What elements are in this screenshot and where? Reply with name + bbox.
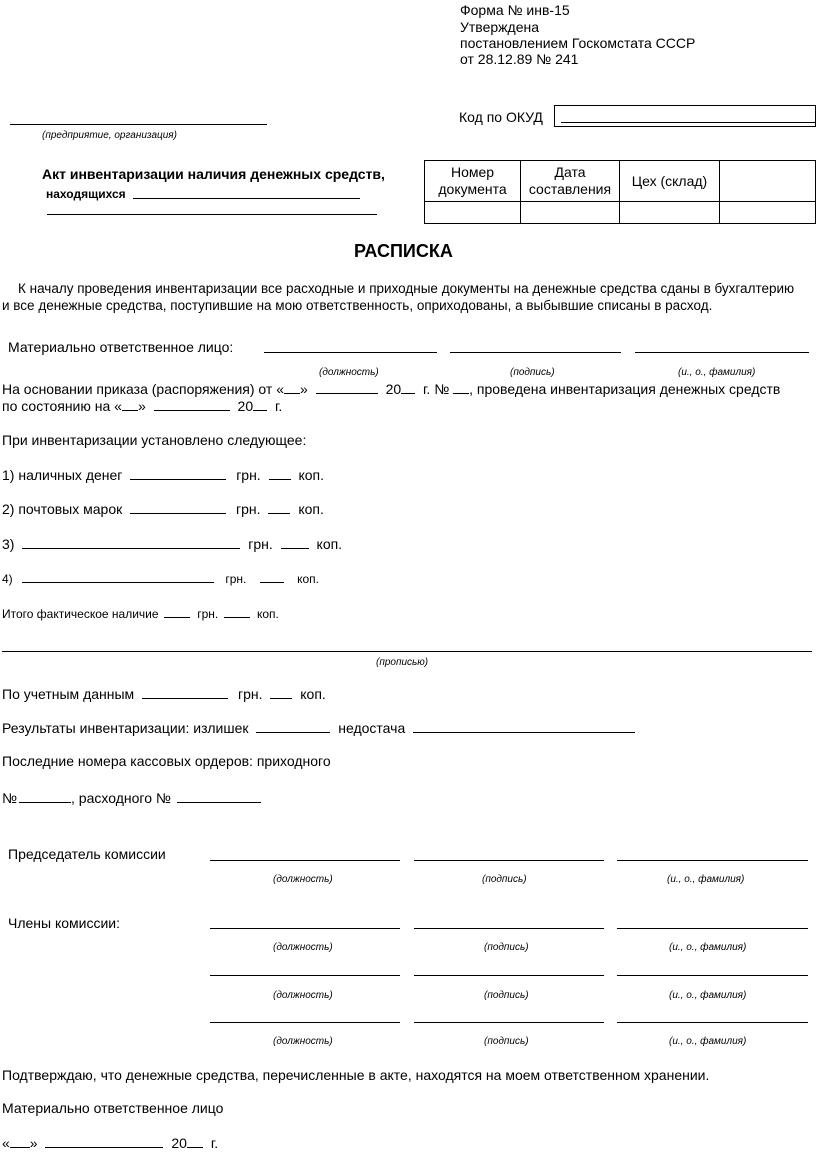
item4-field[interactable]: [22, 569, 214, 583]
doc-number-cell[interactable]: [425, 202, 521, 224]
income-order-field[interactable]: [19, 789, 71, 803]
chairman-name-field[interactable]: [617, 860, 808, 861]
receipt-text-line1: К началу проведения инвентаризации все расходные и приходные документы на денежные средства сданы в бухгалтерию: [18, 281, 795, 296]
chairman-position-field[interactable]: [210, 860, 400, 861]
act-location-field[interactable]: [133, 198, 360, 199]
confirmation-text: Подтверждаю, что денежные средства, перечисленные в акте, находятся на моем ответственном хранении.: [2, 1067, 710, 1083]
member3-signature-caption: (подпись): [484, 1036, 529, 1047]
state-day-field[interactable]: [122, 397, 138, 411]
okud-code-field[interactable]: [554, 105, 816, 127]
accounting-kop-field[interactable]: [270, 685, 292, 699]
okud-label: Код по ОКУД: [459, 109, 543, 125]
members-label: Члены комиссии:: [8, 915, 121, 931]
member1-position-caption: (должность): [273, 942, 333, 953]
decree-date: от 28.12.89 № 241: [460, 51, 579, 67]
expense-order-field[interactable]: [177, 789, 261, 803]
shortage-field[interactable]: [413, 719, 635, 733]
organization-caption: (предприятие, организация): [42, 130, 177, 141]
approved-label: Утверждена: [460, 19, 539, 35]
shop-header: Цех (склад): [620, 161, 720, 202]
receipt-title: РАСПИСКА: [354, 241, 453, 261]
chairman-name-caption: (и., о., фамилия): [667, 874, 745, 885]
mol-label: Материально ответственное лицо:: [8, 339, 234, 355]
extra-header-cell: [720, 161, 816, 202]
chairman-signature-field[interactable]: [414, 860, 604, 861]
member3-name-field[interactable]: [617, 1022, 808, 1023]
total-row: Итого фактическое наличие грн. коп.: [2, 604, 279, 623]
mol-name-field[interactable]: [635, 352, 809, 353]
state-month-field[interactable]: [154, 397, 230, 411]
doc-date-cell[interactable]: [521, 202, 620, 224]
chairman-position-caption: (должность): [273, 874, 333, 885]
member2-position-field[interactable]: [210, 975, 400, 976]
order-year-field[interactable]: [401, 380, 415, 394]
member3-position-caption: (должность): [273, 1036, 333, 1047]
member2-name-caption: (и., о., фамилия): [669, 990, 747, 1001]
results-row: Результаты инвентаризации: излишек недостача: [2, 719, 635, 737]
footer-date-row: « » 20 г.: [2, 1135, 219, 1151]
member1-signature-caption: (подпись): [484, 942, 529, 953]
order-line-2: по состоянию на « » 20 г.: [2, 398, 283, 414]
receipt-text-line2: и все денежные средства, поступившие на мою ответственность, оприходованы, а выбывшие списаны в расход.: [2, 298, 713, 313]
act-located-label: находящихся: [46, 187, 126, 201]
state-year-field[interactable]: [253, 397, 267, 411]
last-orders-label: Последние номера кассовых ордеров: приходного: [2, 753, 331, 769]
stamps-grn-field[interactable]: [130, 500, 226, 514]
orders-row: № , расходного №: [2, 789, 261, 807]
accounting-row: По учетным данным грн. коп.: [2, 686, 326, 702]
order-month-field[interactable]: [316, 380, 378, 394]
doc-date-header: Дата составления: [521, 161, 620, 202]
footer-day-field[interactable]: [10, 1134, 30, 1148]
mol-signature-caption: (подпись): [510, 367, 555, 378]
item3-row: 3) грн. коп.: [2, 536, 343, 552]
extra-cell[interactable]: [720, 202, 816, 224]
document-table: [424, 160, 816, 224]
in-words-caption: (прописью): [376, 657, 429, 668]
member1-name-field[interactable]: [617, 928, 808, 929]
footer-year-field[interactable]: [187, 1134, 203, 1148]
organization-field[interactable]: [10, 124, 267, 125]
item3-kop-field[interactable]: [281, 535, 309, 549]
member1-name-caption: (и., о., фамилия): [669, 942, 747, 953]
member3-position-field[interactable]: [210, 1022, 400, 1023]
chairman-label: Председатель комиссии: [8, 846, 166, 862]
member1-position-field[interactable]: [210, 928, 400, 929]
surplus-field[interactable]: [256, 719, 330, 733]
item4-row: 4) грн. коп.: [2, 569, 319, 588]
order-number-field[interactable]: [453, 380, 469, 394]
form-number: Форма № инв-15: [460, 2, 570, 18]
order-day-field[interactable]: [284, 380, 300, 394]
cash-row: 1) наличных денег грн. коп.: [2, 467, 325, 483]
mol-name-caption: (и., о., фамилия): [678, 367, 756, 378]
item4-kop-field[interactable]: [260, 569, 284, 583]
order-line-1: На основании приказа (распоряжения) от « » 20 г. № , проведена инвентаризация денежных средств: [2, 381, 781, 397]
act-title: Акт инвентаризации наличия денежных средств,: [42, 166, 385, 182]
total-kop-field[interactable]: [224, 604, 250, 618]
mol-signature-field[interactable]: [450, 352, 621, 353]
doc-number-header: Номер документа: [425, 161, 521, 202]
item3-field[interactable]: [22, 535, 240, 549]
member1-signature-field[interactable]: [414, 928, 604, 929]
total-grn-field[interactable]: [164, 604, 190, 618]
total-in-words-field[interactable]: [2, 651, 812, 652]
findings-intro: При инвентаризации установлено следующее:: [2, 432, 307, 448]
accounting-grn-field[interactable]: [142, 685, 228, 699]
stamps-kop-field[interactable]: [268, 500, 290, 514]
mol-position-field[interactable]: [264, 352, 437, 353]
footer-month-field[interactable]: [45, 1134, 163, 1148]
act-location-field-2[interactable]: [47, 214, 377, 215]
footer-mol-label: Материально ответственное лицо: [2, 1100, 224, 1116]
member2-signature-field[interactable]: [414, 975, 604, 976]
shop-cell[interactable]: [620, 202, 720, 224]
stamps-row: 2) почтовых марок грн. коп.: [2, 501, 324, 517]
member2-position-caption: (должность): [273, 990, 333, 1001]
chairman-signature-caption: (подпись): [482, 874, 527, 885]
member3-signature-field[interactable]: [414, 1022, 604, 1023]
cash-grn-field[interactable]: [130, 466, 226, 480]
member2-name-field[interactable]: [617, 975, 808, 976]
mol-position-caption: (должность): [319, 367, 379, 378]
cash-kop-field[interactable]: [269, 466, 291, 480]
member3-name-caption: (и., о., фамилия): [669, 1036, 747, 1047]
decree-label: постановлением Госкомстата СССР: [460, 35, 696, 51]
member2-signature-caption: (подпись): [484, 990, 529, 1001]
